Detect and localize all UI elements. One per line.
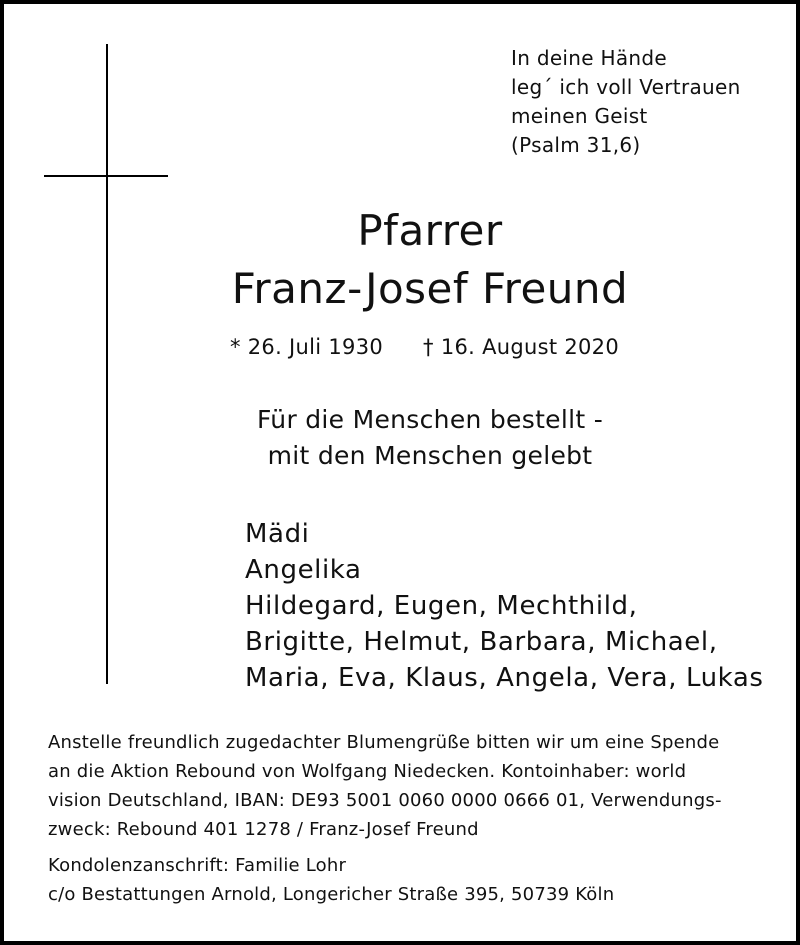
cross-vertical-bar — [106, 44, 108, 684]
deceased-name: Franz-Josef Freund — [231, 264, 629, 313]
birth-date: * 26. Juli 1930 — [230, 335, 384, 359]
psalm-line: In deine Hände — [511, 46, 667, 70]
donation-line: zweck: Rebound 401 1278 / Franz-Josef Freund — [48, 819, 479, 840]
mourner-line: Brigitte, Helmut, Barbara, Michael, — [245, 627, 718, 657]
motto-line: Für die Menschen bestellt - — [256, 405, 604, 434]
deceased-role: Pfarrer — [357, 206, 503, 255]
psalm-reference: (Psalm 31,6) — [511, 133, 641, 157]
mourner-line: Maria, Eva, Klaus, Angela, Vera, Lukas — [245, 663, 764, 693]
motto-line: mit den Menschen gelebt — [267, 441, 593, 470]
donation-line: vision Deutschland, IBAN: DE93 5001 0060 0000 0666 01, Verwendungs- — [48, 790, 722, 811]
mourners-list — [245, 516, 764, 696]
psalm-quote — [511, 44, 741, 160]
condolence-contact: Kondolenzanschrift: Familie Lohr — [48, 855, 347, 876]
psalm-line: leg´ ich voll Vertrauen — [511, 75, 741, 99]
mourner-line: Mädi — [245, 519, 310, 549]
motto — [4, 402, 800, 474]
condolence-street: c/o Bestattungen Arnold, Longericher Straße 395, 50739 Köln — [48, 884, 615, 905]
donation-notice — [48, 728, 760, 844]
mourner-line: Hildegard, Eugen, Mechthild, — [245, 591, 638, 621]
life-dates — [230, 332, 619, 362]
psalm-line: meinen Geist — [511, 104, 648, 128]
death-date: † 16. August 2020 — [423, 335, 620, 359]
deceased-title — [4, 202, 800, 318]
cross-horizontal-bar — [44, 175, 168, 177]
donation-line: an die Aktion Rebound von Wolfgang Niedecken. Kontoinhaber: world — [48, 761, 687, 782]
donation-line: Anstelle freundlich zugedachter Blumengrüße bitten wir um eine Spende — [48, 732, 720, 753]
condolence-address — [48, 851, 614, 909]
mourner-line: Angelika — [245, 555, 362, 585]
